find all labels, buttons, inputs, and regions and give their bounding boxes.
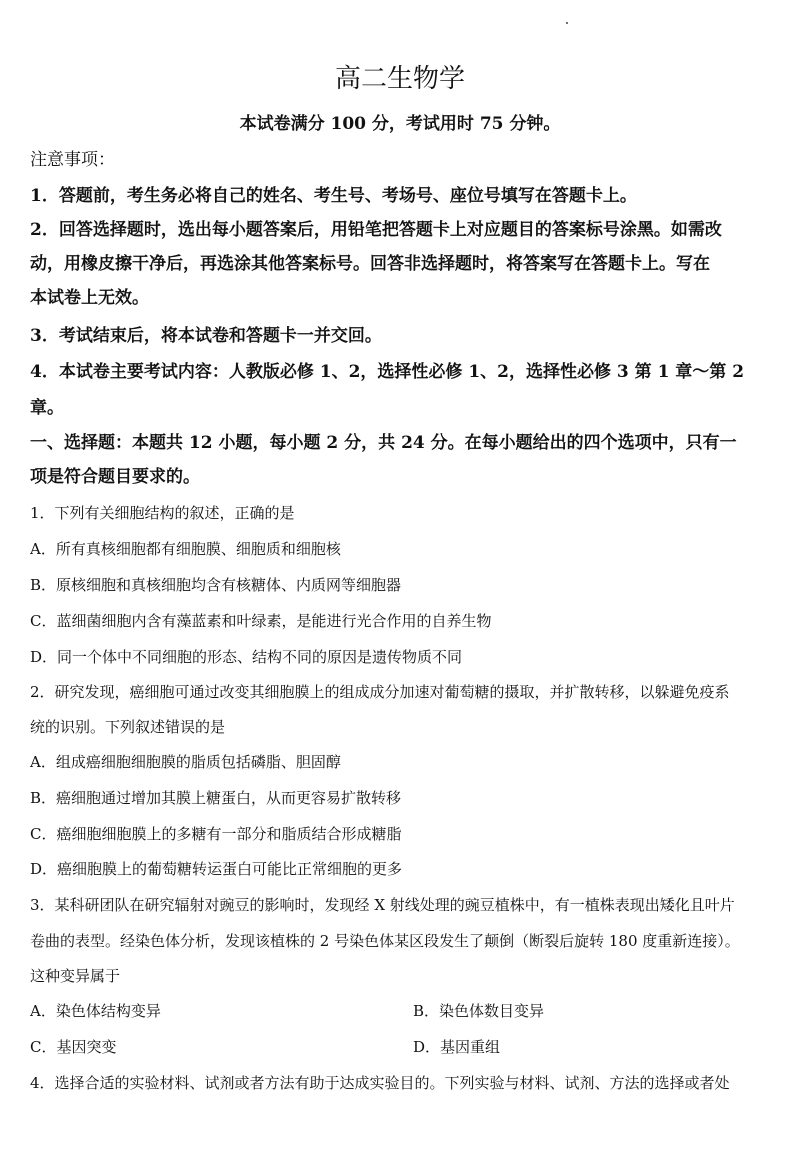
q2-stem-a: 2．研究发现，癌细胞可通过改变其细胞膜上的组成成分加速对葡萄糖的摄取，并扩散转移，以躲避免疫系 [30,683,730,701]
section-heading-b: 项是符合题目要求的。 [30,467,200,487]
section-heading-a: 一、选择题：本题共 12 小题，每小题 2 分，共 24 分。在每小题给出的四个选项中，只有一 [30,433,737,453]
q2-stem-b: 统的识别。下列叙述错误的是 [30,718,226,736]
notice-line-1: 1．答题前，考生务必将自己的姓名、考生号、考场号、座位号填写在答题卡上。 [30,186,637,206]
notice-line-2b: 动，用橡皮擦干净后，再选涂其他答案标号。回答非选择题时，将答案写在答题卡上。写在 [30,254,710,274]
q3-option-a: A．染色体结构变异 [30,1002,161,1020]
q3-stem-c: 这种变异属于 [30,967,121,985]
q2-option-d: D．癌细胞膜上的葡萄糖转运蛋白可能比正常细胞的更多 [30,860,403,878]
q3-option-c: C．基因突变 [30,1038,117,1056]
notice-line-4a: 4．本试卷主要考试内容：人教版必修 1、2，选择性必修 1、2，选择性必修 3 第 1 章～第 2 [30,362,745,382]
q2-option-b: B．癌细胞通过增加其膜上糖蛋白，从而更容易扩散转移 [30,789,402,807]
notice-line-3: 3．考试结束后，将本试卷和答题卡一并交回。 [30,326,382,346]
q1-option-a: A．所有真核细胞都有细胞膜、细胞质和细胞核 [30,540,341,558]
notice-line-2c: 本试卷上无效。 [30,288,149,308]
notice-line-2a: 2．回答选择题时，选出每小题答案后，用铅笔把答题卡上对应题目的答案标号涂黑。如需改 [30,220,722,240]
q2-option-a: A．组成癌细胞细胞膜的脂质包括磷脂、胆固醇 [30,753,341,771]
exam-subtitle: 本试卷满分 100 分，考试用时 75 分钟。 [239,114,561,134]
scan-speck [566,22,568,24]
q3-option-d: D．基因重组 [413,1038,501,1056]
notice-heading: 注意事项： [30,150,115,170]
q2-option-c: C．癌细胞细胞膜上的多糖有一部分和脂质结合形成糖脂 [30,825,402,843]
notice-line-4b: 章。 [30,398,64,418]
q3-stem-b: 卷曲的表型。经染色体分析，发现该植株的 2 号染色体某区段发生了颠倒（断裂后旋转 180 度重新连接）。 [30,932,740,950]
q4-stem-a: 4．选择合适的实验材料、试剂或者方法有助于达成实验目的。下列实验与材料、试剂、方法的选择或者处 [30,1074,730,1092]
q1-option-c: C．蓝细菌细胞内含有藻蓝素和叶绿素，是能进行光合作用的自养生物 [30,612,492,630]
q1-option-d: D．同一个体中不同细胞的形态、结构不同的原因是遗传物质不同 [30,648,463,666]
q1-option-b: B．原核细胞和真核细胞均含有核糖体、内质网等细胞器 [30,576,402,594]
q3-stem-a: 3．某科研团队在研究辐射对豌豆的影响时，发现经 X 射线处理的豌豆植株中，有一植株表现出矮化且叶片 [30,896,735,914]
q3-option-b: B．染色体数目变异 [413,1002,545,1020]
q1-stem: 1．下列有关细胞结构的叙述，正确的是 [30,504,295,522]
exam-title: 高二生物学 [334,64,465,94]
